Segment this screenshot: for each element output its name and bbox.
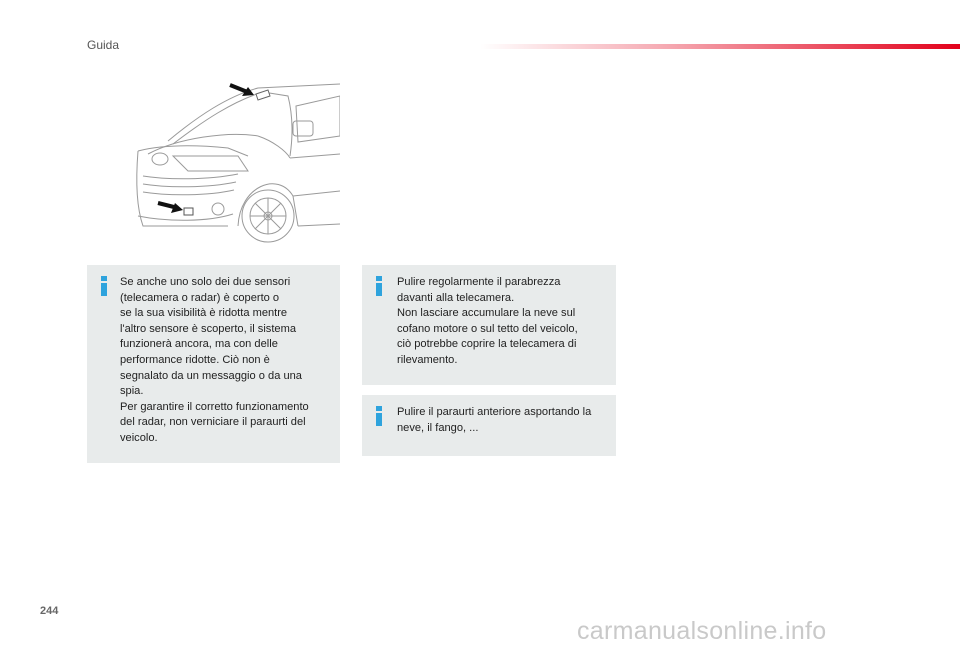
info-note-windshield [362,265,616,385]
van-illustration [128,76,340,246]
page-number: 244 [40,605,59,617]
info-note-bumper [362,395,616,456]
note-text: Se anche uno solo dei due sensori (telecamera o radar) è coperto o se la sua visibilità è ridotta mentre l'altro sensore è scoperto, il sistema funzionerà ancora, ma con delle performance ridotte. Ciò non è segnalato da un messaggio o da una spia. Per garantire il corretto funzionamento del radar, non verniciare il paraurti del veicolo. [120,276,309,444]
header-accent-bar [480,44,960,49]
info-icon [375,406,383,426]
info-icon [375,276,383,296]
info-icon [100,276,108,296]
info-note-sensors [87,265,340,463]
note-text: Pulire il paraurti anteriore asportando la neve, il fango, ... [397,406,592,434]
note-text: Pulire regolarmente il parabrezza davanti alla telecamera. Non lasciare accumulare la neve sul cofano motore o sul tetto del veicolo, ciò potrebbe coprire la telecamera di rilevamento. [397,276,578,366]
watermark: carmanualsonline.info [577,617,827,645]
arrow-radar-icon [158,203,183,213]
arrow-camera-icon [230,85,254,96]
section-title: Guida [87,38,120,52]
